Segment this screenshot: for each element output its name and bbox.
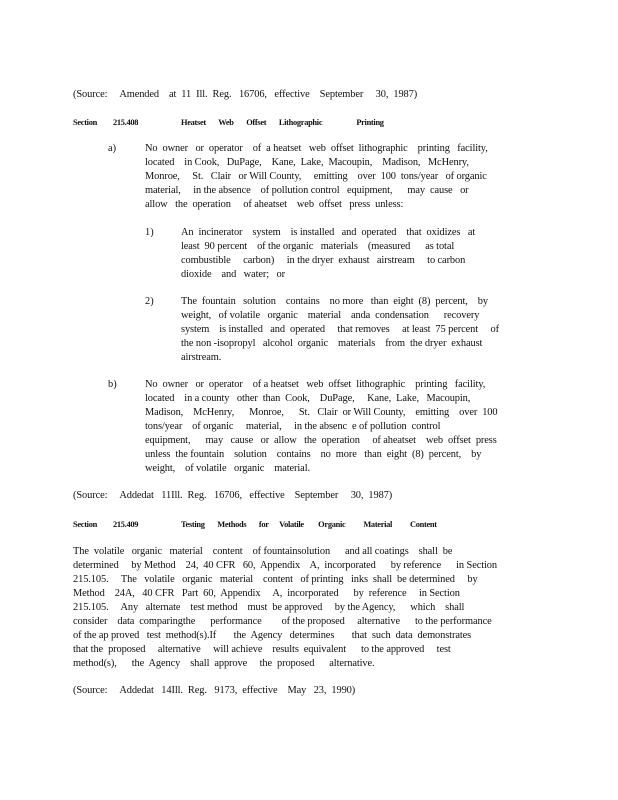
source-note: (Source: Addedat 11Ill. Reg. 16706, effective September 30, 1987) [73,490,393,501]
section-label: Section [73,118,97,127]
item-line: combustible carbon) in the dryer exhaust airstream to carbon [181,255,466,266]
item-line: weight, of volatile organic material anda condensation recovery [181,310,480,321]
body-line: method(s), the Agency shall approve the proposed alternative. [73,658,375,669]
item-line: least 90 percent of the organic materials (measured as total [181,241,455,252]
section-number: 215.409 [113,520,139,529]
paragraph-label: a) [108,143,117,154]
item-label: 2) [145,296,154,307]
section-number: 215.408 [113,118,139,127]
paragraph-line: No owner or operator of a heatset web offset lithographic printing facility, [145,143,488,154]
item-line: An incinerator system is installed and operated that oxidizes at [181,227,476,238]
body-line: 215.105. The volatile organic material content of printing inks shall be determined by [73,574,478,585]
section-label: Section [73,520,97,529]
body-line: of the ap proved test method(s).If the Agency determines that such data demonstrates [73,630,472,641]
body-line: consider data comparingthe performance of the proposed alternative to the performance [73,616,492,627]
item-line: The fountain solution contains no more than eight (8) percent, by [181,296,488,307]
paragraph-line: Madison, McHenry, Monroe, St. Clair or Will County, emitting over 100 [145,407,498,418]
paragraph-line: located in Cook, DuPage, Kane, Lake, Macoupin, Madison, McHenry, [145,157,469,168]
paragraph-line: allow the operation of aheatset web offset press unless: [145,199,404,210]
paragraph-line: tons/year of organic material, in the absenc e of pollution control [145,421,441,432]
body-line: The volatile organic material content of fountainsolution and all coatings shall be [73,546,453,557]
body-line: that the proposed alternative will achieve results equivalent to the approved test [73,644,451,655]
body-line: 215.105. Any alternate test method must be approved by the Agency, which shall [73,602,465,613]
paragraph-line: located in a county other than Cook, DuPage, Kane, Lake, Macoupin, [145,393,471,404]
paragraph-line: Monroe, St. Clair or Will County, emitting over 100 tons/year of organic [145,171,487,182]
item-line: the non -isopropyl alcohol organic materials from the dryer exhaust [181,338,483,349]
item-line: airstream. [181,352,222,363]
paragraph-line: weight, of volatile organic material. [145,463,310,474]
section-title: Heatset Web Offset Lithographic Printing [181,118,384,127]
paragraph-line: material, in the absence of pollution control equipment, may cause or [145,185,469,196]
item-line: dioxide and water; or [181,269,285,280]
source-note: (Source: Amended at 11 Ill. Reg. 16706, effective September 30, 1987) [73,89,418,100]
source-note: (Source: Addedat 14Ill. Reg. 9173, effective May 23, 1990) [73,685,356,696]
item-label: 1) [145,227,154,238]
paragraph-line: No owner or operator of a heatset web offset lithographic printing facility, [145,379,486,390]
paragraph-label: b) [108,379,117,390]
section-title: Testing Methods for Volatile Organic Material Content [181,520,437,529]
body-line: determined by Method 24, 40 CFR 60, Appendix A, incorporated by reference in Section [73,560,497,571]
paragraph-line: equipment, may cause or allow the operation of aheatset web offset press [145,435,497,446]
body-line: Method 24A, 40 CFR Part 60, Appendix A, incorporated by reference in Section [73,588,460,599]
item-line: system is installed and operated that removes at least 75 percent of [181,324,499,335]
paragraph-line: unless the fountain solution contains no more than eight (8) percent, by [145,449,482,460]
